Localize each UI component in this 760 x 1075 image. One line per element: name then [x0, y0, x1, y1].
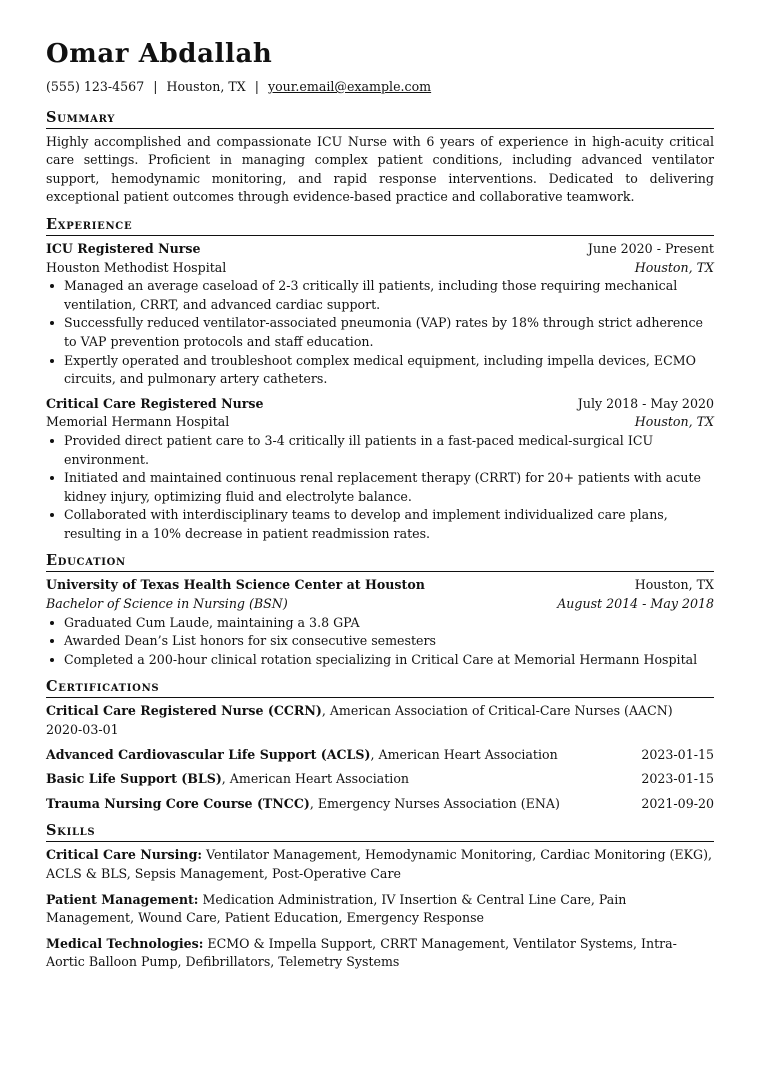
skill-list: Ventilator Management, Hemodynamic Monitoring, Cardiac Monitoring (EKG), ACLS & BLS, Sepsis Management, Post-Operative Care — [46, 847, 713, 881]
summary-heading: Summary — [46, 109, 714, 129]
certification-name: Trauma Nursing Core Course (TNCC) — [46, 795, 310, 811]
job-employer: Memorial Hermann Hospital — [46, 414, 230, 430]
list-item: Graduated Cum Laude, maintaining a 3.8 GPA — [46, 614, 714, 633]
contact-separator: | — [254, 79, 259, 94]
list-item: Successfully reduced ventilator-associated pneumonia (VAP) rates by 18% through strict adherence to VAP prevention protocols and staff education. — [46, 314, 714, 351]
contact-separator: | — [153, 79, 158, 94]
job-employer: Houston Methodist Hospital — [46, 259, 227, 275]
education-heading: Education — [46, 552, 714, 572]
phone-number: (555) 123-4567 — [46, 79, 145, 94]
certification-issuer: , Emergency Nurses Association (ENA) — [309, 795, 560, 811]
email-link[interactable]: your.email@example.com — [267, 79, 432, 94]
education-dates: August 2014 - May 2018 — [557, 596, 714, 612]
list-item: Managed an average caseload of 2-3 critically ill patients, including those requiring mechanical ventilation, CRRT, and advanced cardiac support. — [46, 277, 714, 314]
skill-group — [46, 846, 714, 883]
certifications-heading: Certifications — [46, 678, 714, 698]
list-item: Awarded Dean’s List honors for six consecutive semesters — [46, 632, 714, 651]
certification-name: Advanced Cardiovascular Life Support (ACLS) — [46, 746, 371, 762]
certification-date: 2020-03-01 — [46, 722, 119, 738]
certification-entry — [46, 702, 714, 739]
contact-line — [46, 78, 714, 97]
job-dates: July 2018 - May 2020 — [577, 395, 714, 411]
job-location: Houston, TX — [634, 259, 714, 275]
summary-text: Highly accomplished and compassionate ICU Nurse with 6 years of experience in high-acuity critical care settings. Proficient in managing complex patient conditions, including advanced ventilator support, hemodynamic monitoring, and rapid response interventions. Dedicated to delivering exceptional patient outcomes through evidence-based practice and collaborative teamwork. — [46, 133, 714, 205]
skill-list: Medication Administration, IV Insertion & Central Line Care, Pain Management, Wound Care, Patient Education, Emergency Response — [46, 891, 627, 926]
certification-date: 2023-01-15 — [641, 771, 714, 787]
job-entry — [46, 395, 714, 544]
location: Houston, TX — [166, 79, 246, 94]
certification-name: Critical Care Registered Nurse (CCRN) — [46, 703, 322, 719]
certification-issuer: , American Heart Association — [221, 771, 410, 787]
certification-issuer: , American Heart Association — [370, 746, 558, 762]
education-bullets — [46, 614, 714, 670]
certification-entry — [46, 795, 714, 814]
certification-entry — [46, 746, 714, 765]
list-item: Expertly operated and troubleshoot complex medical equipment, including impella devices, ECMO circuits, and pulmonary artery catheters. — [46, 352, 714, 389]
skill-label: Patient Management: — [46, 891, 199, 907]
list-item: Completed a 200-hour clinical rotation specializing in Critical Care at Memorial Hermann Hospital — [46, 651, 714, 670]
job-bullets — [46, 277, 714, 389]
candidate-name: Omar Abdallah — [46, 39, 273, 69]
job-location: Houston, TX — [634, 414, 714, 430]
certification-name: Basic Life Support (BLS) — [46, 771, 222, 787]
skill-label: Critical Care Nursing: — [46, 847, 203, 863]
job-dates: June 2020 - Present — [587, 240, 714, 256]
job-role: Critical Care Registered Nurse — [46, 395, 264, 411]
certification-issuer: , American Association of Critical-Care Nurses (AACN) — [321, 703, 673, 719]
school-name: University of Texas Health Science Center at Houston — [46, 577, 425, 593]
certification-date: 2023-01-15 — [641, 746, 714, 762]
job-bullets — [46, 432, 714, 544]
job-role: ICU Registered Nurse — [46, 240, 201, 256]
skill-label: Medical Technologies: — [46, 935, 204, 951]
school-location: Houston, TX — [634, 577, 714, 593]
skills-heading: Skills — [46, 822, 714, 842]
list-item: Provided direct patient care to 3-4 critically ill patients in a fast-paced medical-surgical ICU environment. — [46, 432, 714, 469]
certification-entry — [46, 770, 714, 789]
list-item: Initiated and maintained continuous renal replacement therapy (CRRT) for 20+ patients with acute kidney injury, optimizing fluid and electrolyte balance. — [46, 469, 714, 506]
experience-heading: Experience — [46, 216, 714, 236]
skill-group — [46, 891, 714, 928]
list-item: Collaborated with interdisciplinary teams to develop and implement individualized care plans, resulting in a 10% decrease in patient readmission rates. — [46, 506, 714, 543]
degree: Bachelor of Science in Nursing (BSN) — [46, 596, 288, 612]
skill-list: ECMO & Impella Support, CRRT Management, Ventilator Systems, Intra-Aortic Balloon Pump, Defibrillators, Telemetry Systems — [46, 935, 677, 970]
skill-group — [46, 935, 714, 972]
certification-date: 2021-09-20 — [641, 795, 714, 811]
job-entry — [46, 240, 714, 389]
